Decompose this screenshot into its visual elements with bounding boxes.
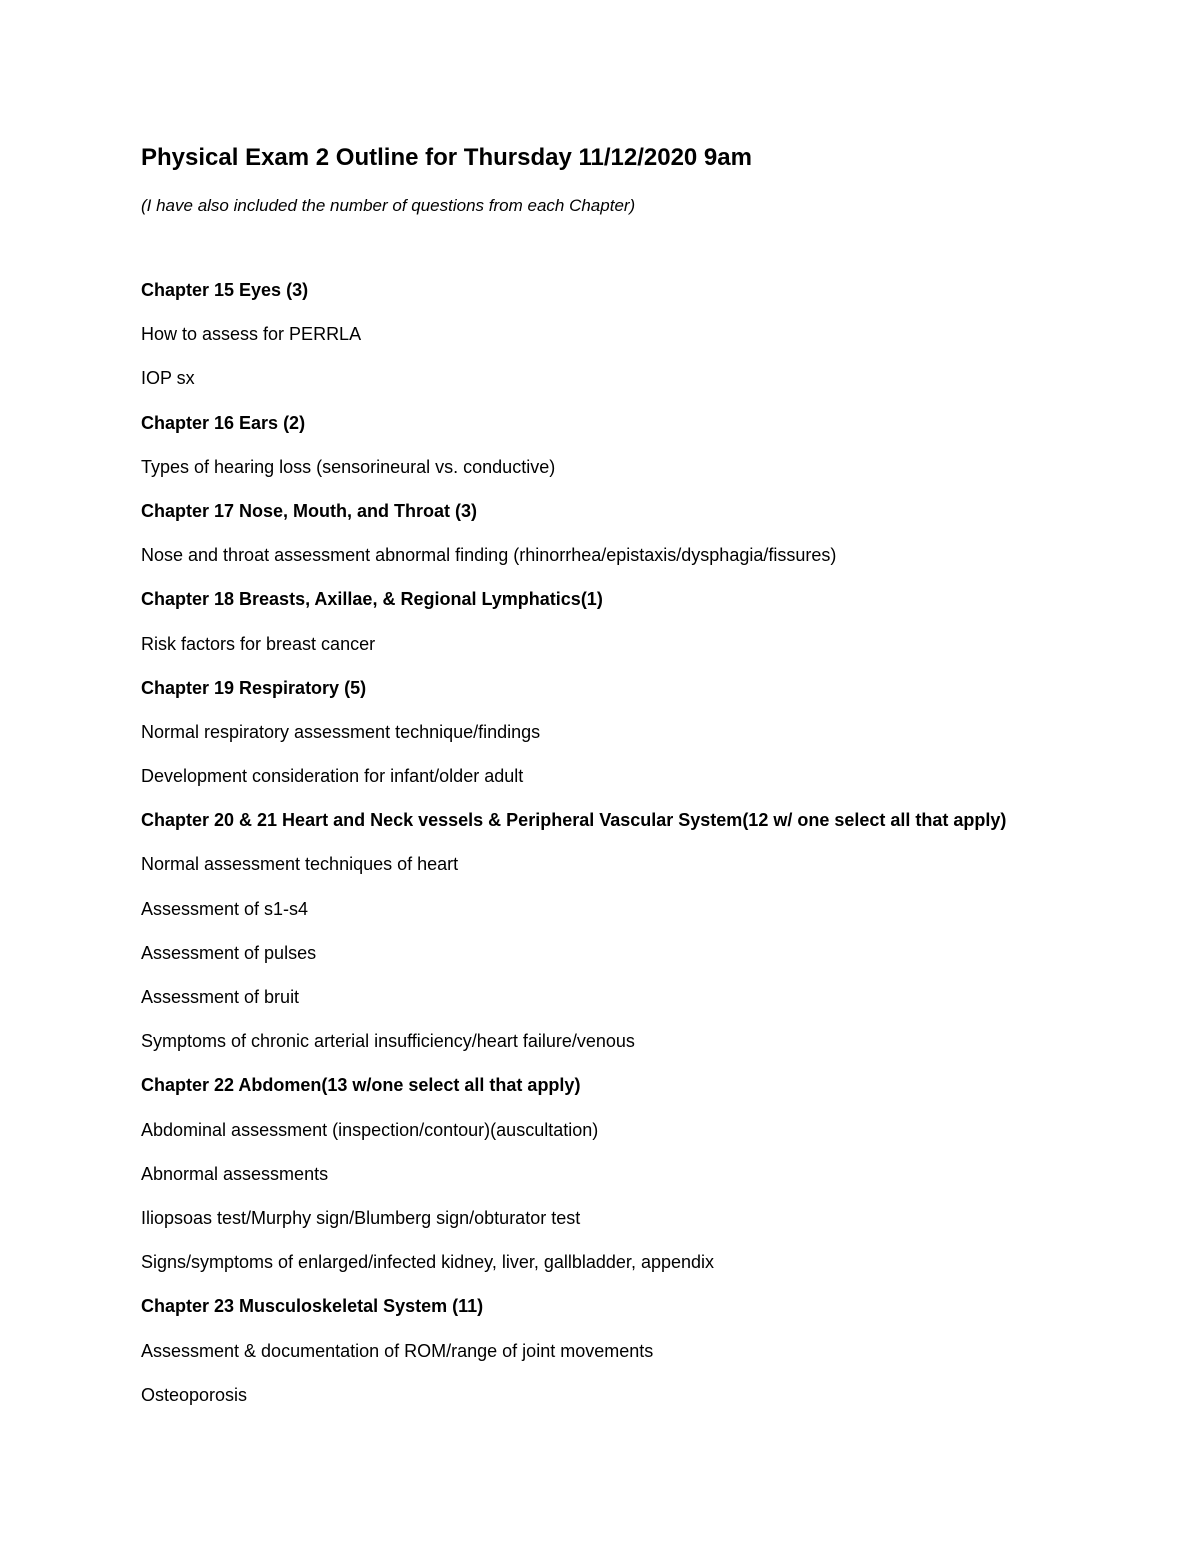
outline-item: Symptoms of chronic arterial insufficiency/heart failure/venous [141, 1031, 635, 1052]
outline-item: Assessment of pulses [141, 942, 317, 963]
outline-item: Normal respiratory assessment technique/findings [141, 721, 541, 742]
chapter-heading: Chapter 23 Musculoskeletal System (11) [141, 1296, 484, 1317]
chapter-heading: Chapter 18 Breasts, Axillae, & Regional Lymphatics(1) [141, 589, 603, 610]
outline-item: Risk factors for breast cancer [141, 633, 376, 654]
outline-item: Iliopsoas test/Murphy sign/Blumberg sign/obturator test [141, 1207, 581, 1228]
outline-item: How to assess for PERRLA [141, 324, 362, 345]
outline-item: Nose and throat assessment abnormal finding (rhinorrhea/epistaxis/dysphagia/fissures) [141, 545, 837, 566]
chapter-heading: Chapter 16 Ears (2) [141, 412, 306, 433]
chapter-heading: Chapter 17 Nose, Mouth, and Throat (3) [141, 500, 478, 521]
outline-item: Assessment of s1-s4 [141, 898, 309, 919]
chapter-heading: Chapter 22 Abdomen(13 w/one select all that apply) [141, 1075, 581, 1096]
outline-item: Osteoporosis [141, 1384, 248, 1405]
outline-item: Assessment of bruit [141, 987, 300, 1007]
outline-item: Abdominal assessment (inspection/contour)(auscultation) [141, 1119, 599, 1140]
outline-item: Signs/symptoms of enlarged/infected kidney, liver, gallbladder, appendix [141, 1252, 715, 1273]
outline-item: Abnormal assessments [141, 1163, 329, 1184]
outline-item: IOP sx [141, 368, 195, 389]
chapter-heading: Chapter 19 Respiratory (5) [141, 677, 367, 698]
outline-item: Types of hearing loss (sensorineural vs. conductive) [141, 456, 556, 477]
outline-list [141, 278, 1141, 1427]
outline-item: Normal assessment techniques of heart [141, 854, 459, 875]
chapter-heading: Chapter 15 Eyes (3) [141, 280, 309, 300]
chapter-heading: Chapter 20 & 21 Heart and Neck vessels & Peripheral Vascular System(12 w/ one select all that apply) [141, 810, 1007, 831]
outline-item: Assessment & documentation of ROM/range of joint movements [141, 1340, 654, 1361]
page-subtitle: (I have also included the number of questions from each Chapter) [141, 196, 636, 215]
page-title: Physical Exam 2 Outline for Thursday 11/12/2020 9am [141, 144, 752, 171]
outline-item: Development consideration for infant/older adult [141, 766, 524, 787]
